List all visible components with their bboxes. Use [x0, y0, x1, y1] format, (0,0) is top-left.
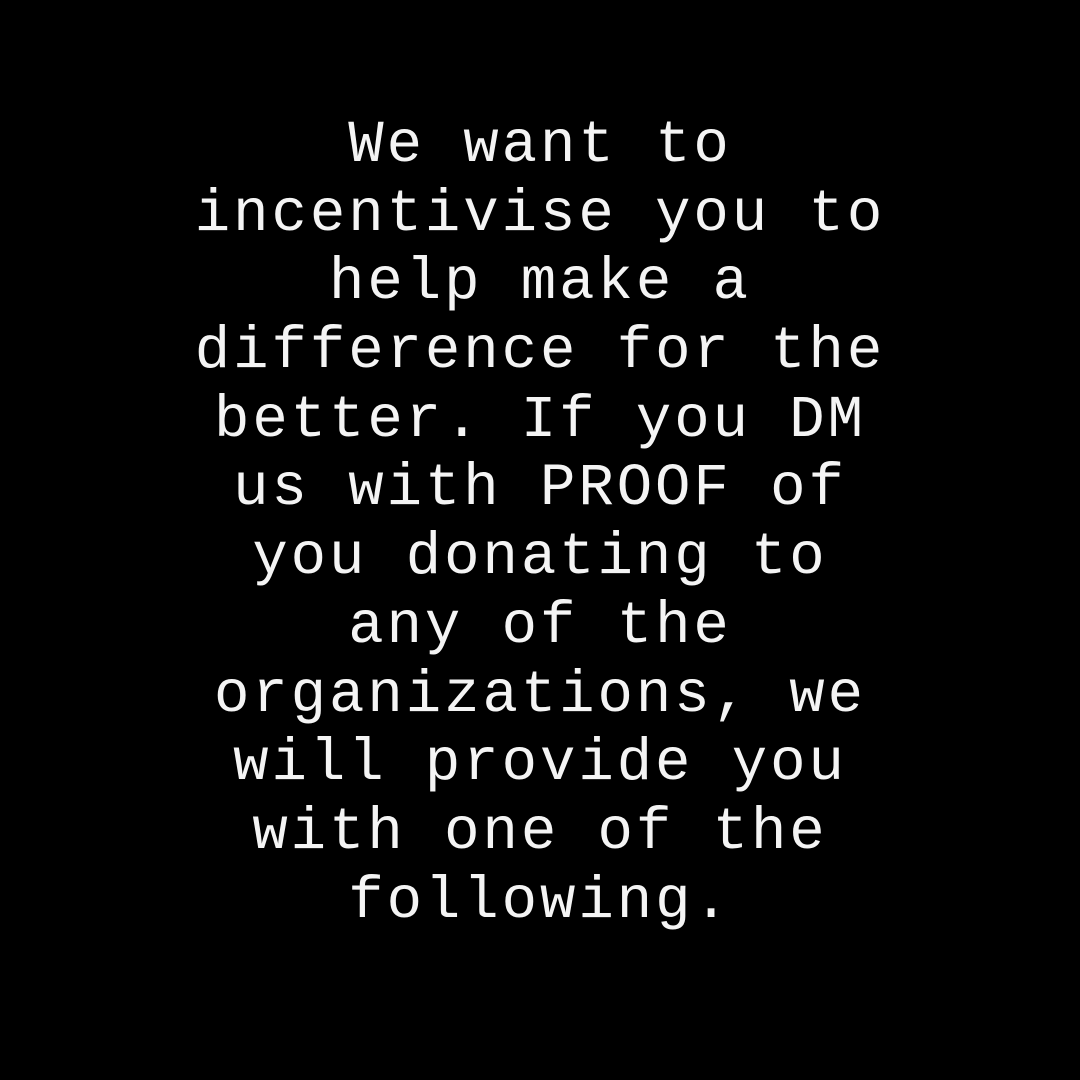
message-line: with one of the	[252, 798, 828, 866]
message-line: following.	[348, 867, 732, 935]
message-line: will provide you	[233, 730, 847, 798]
message-line: any of the	[348, 592, 732, 660]
message-text-block	[0, 112, 1080, 936]
message-line: us with PROOF of	[233, 455, 847, 523]
message-line: better. If you DM	[213, 386, 867, 454]
message-line: incentivise you to	[194, 180, 886, 248]
message-line: you donating to	[252, 524, 828, 592]
message-line: We want to	[348, 112, 732, 179]
message-line: help make a	[329, 249, 751, 317]
message-line: difference for the	[194, 318, 886, 386]
message-line: organizations, we	[213, 661, 867, 729]
